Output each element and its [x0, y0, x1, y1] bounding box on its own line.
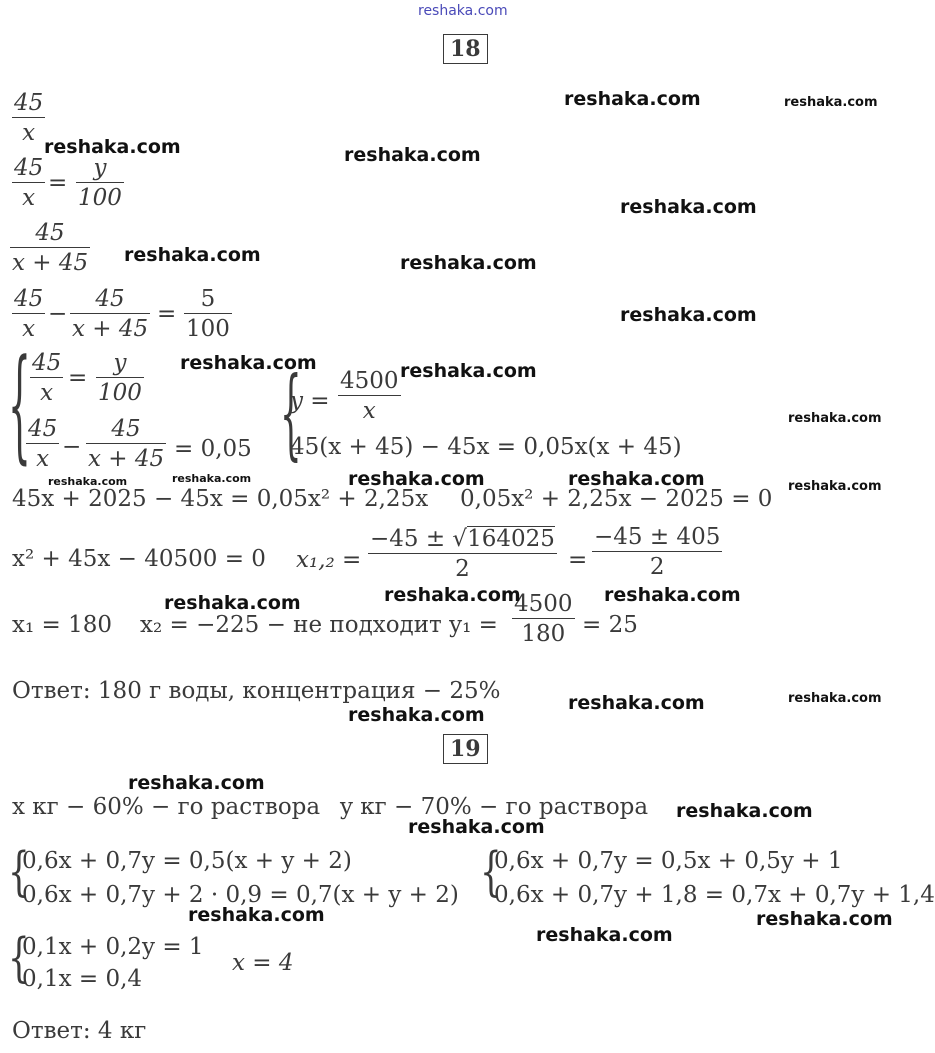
watermark: reshaka.com — [180, 352, 317, 374]
roots-fraction-2: $\frac{-45 \pm 405}{2}$ — [594, 524, 721, 580]
roots-fraction-1: $\frac{-45 \pm √164025}{2}$ — [370, 526, 555, 582]
watermark: reshaka.com — [48, 475, 128, 488]
equation-line: 45x + 2025 − 45x = 0,05x² + 2,25x — [12, 486, 429, 512]
watermark: reshaka.com — [164, 592, 301, 614]
equals-sign: = — [48, 170, 68, 196]
watermark: reshaka.com — [188, 904, 325, 926]
watermark: reshaka.com — [676, 800, 813, 822]
watermark: reshaka.com — [568, 468, 705, 490]
root-x2-note: x₂ = −225 − не подходит y₁ = — [140, 612, 498, 638]
brace: { — [8, 927, 30, 990]
brace: { — [8, 841, 30, 904]
watermark: reshaka.com — [408, 816, 545, 838]
watermark: reshaka.com — [400, 360, 537, 382]
site-link[interactable]: reshaka.com — [418, 3, 508, 19]
task-18-number: 18 — [443, 34, 488, 64]
numerator: 45 — [14, 90, 44, 116]
watermark: reshaka.com — [348, 468, 485, 490]
watermark: reshaka.com — [784, 95, 878, 110]
variable-x-description: x кг − 60% − го раствора — [12, 794, 321, 820]
result-x: x = 4 — [232, 950, 294, 976]
watermark: reshaka.com — [536, 924, 673, 946]
fraction: $\frac{45}{x}$ — [14, 155, 44, 211]
fraction-45-over-x — [12, 92, 45, 145]
root-x1: x₁ = 180 — [12, 612, 112, 638]
watermark: reshaka.com — [128, 772, 265, 794]
fraction: $\frac{y}{100}$ — [78, 155, 122, 211]
variable-y-description: y кг − 70% − го раствора — [340, 794, 649, 820]
watermark: reshaka.com — [344, 144, 481, 166]
fraction-45-over-x-plus-45: $\frac{45}{x + 45}$ — [12, 220, 89, 276]
quadratic-equation: x² + 45x − 40500 = 0 — [12, 546, 266, 572]
watermark: reshaka.com — [172, 472, 252, 485]
watermark: reshaka.com — [564, 88, 701, 110]
watermark: reshaka.com — [788, 411, 882, 426]
equation-line: 0,05x² + 2,25x − 2025 = 0 — [460, 486, 773, 512]
watermark: reshaka.com — [568, 692, 705, 714]
answer-18: Ответ: 180 г воды, концентрация − 25% — [12, 678, 501, 704]
brace: { — [280, 357, 302, 474]
watermark: reshaka.com — [44, 136, 181, 158]
watermark: reshaka.com — [620, 304, 757, 326]
task-19-number: 19 — [443, 734, 488, 764]
watermark: reshaka.com — [756, 908, 893, 930]
watermark: reshaka.com — [348, 704, 485, 726]
y1-fraction: $\frac{4500}{180}$ — [514, 591, 573, 647]
denominator: x — [12, 117, 45, 145]
watermark: reshaka.com — [788, 691, 882, 706]
watermark: reshaka.com — [384, 584, 521, 606]
roots-label: x₁,₂ = — [296, 547, 362, 573]
brace: { — [480, 841, 502, 904]
watermark: reshaka.com — [400, 252, 537, 274]
watermark: reshaka.com — [124, 244, 261, 266]
brace: { — [8, 337, 31, 478]
watermark: reshaka.com — [620, 196, 757, 218]
watermark: reshaka.com — [788, 479, 882, 494]
answer-19: Ответ: 4 кг — [12, 1018, 147, 1044]
watermark: reshaka.com — [604, 584, 741, 606]
